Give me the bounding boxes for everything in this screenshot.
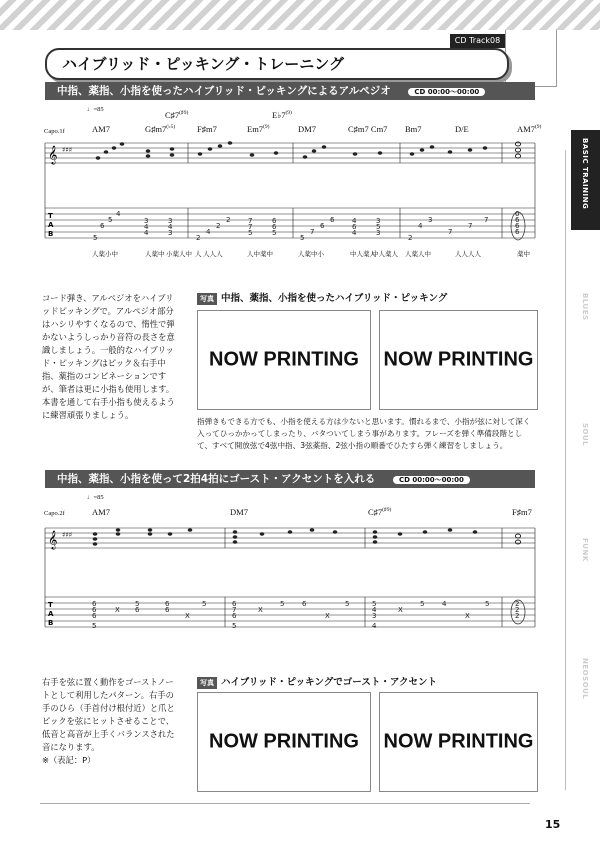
svg-text:X: X <box>325 612 330 620</box>
fingering: 小薬人中 <box>166 251 192 258</box>
section2-cd-time: CD 00:00～00:00 <box>393 476 470 484</box>
fingering: 中人薬人 <box>350 251 376 258</box>
section1-tempo: ♩=85 <box>87 106 104 113</box>
svg-text:4: 4 <box>352 229 357 237</box>
svg-text:4: 4 <box>442 600 447 608</box>
photo1-right: NOW PRINTING <box>379 310 538 410</box>
svg-text:5: 5 <box>420 600 425 608</box>
svg-text:X: X <box>398 606 403 614</box>
fingering: 人薬小中 <box>92 251 118 258</box>
chord-label: DM7 <box>230 507 248 517</box>
svg-text:B: B <box>48 230 54 238</box>
svg-text:7: 7 <box>248 223 253 231</box>
svg-text:T: T <box>48 212 53 220</box>
svg-text:6: 6 <box>272 223 277 231</box>
svg-text:𝄞: 𝄞 <box>48 145 58 164</box>
svg-text:X: X <box>465 612 470 620</box>
fingering: 人薬中小 <box>298 251 324 258</box>
chord-label: DM7 <box>298 124 316 134</box>
header-white-box <box>505 30 557 87</box>
chord-label: F♯m7 <box>512 507 532 517</box>
photo1-left: NOW PRINTING <box>197 310 371 410</box>
chord-label: $C♯7^{(♯9)}$ <box>368 507 392 517</box>
svg-text:B: B <box>48 619 54 627</box>
svg-text:6: 6 <box>100 222 105 230</box>
svg-text:T: T <box>48 601 53 609</box>
section1-notation <box>40 138 540 248</box>
sidebar-tab-neosoul: NEOSOUL <box>571 650 600 750</box>
svg-text:6: 6 <box>320 222 325 230</box>
cd-track-label: CD Track08 <box>450 34 505 48</box>
svg-text:5: 5 <box>135 600 140 608</box>
svg-text:4: 4 <box>372 622 377 630</box>
fingering: 薬中 <box>517 251 530 258</box>
svg-text:5: 5 <box>300 234 305 242</box>
page-title: ハイブリッド・ピッキング・トレーニング <box>62 55 345 73</box>
svg-text:5: 5 <box>92 622 97 630</box>
footer-line <box>40 803 530 804</box>
svg-text:6: 6 <box>302 600 307 608</box>
svg-text:4: 4 <box>352 217 357 225</box>
chord-label: F♯m7 <box>197 124 217 134</box>
svg-text:6: 6 <box>515 228 520 236</box>
svg-text:6: 6 <box>92 600 97 608</box>
svg-text:4: 4 <box>418 222 423 230</box>
svg-text:7: 7 <box>448 228 453 236</box>
svg-text:𝄞: 𝄞 <box>48 530 58 549</box>
section1-capo: Capo.1f <box>44 128 65 135</box>
svg-text:3: 3 <box>168 217 173 225</box>
svg-text:0: 0 <box>515 210 520 218</box>
svg-text:6: 6 <box>165 606 170 614</box>
svg-text:3: 3 <box>428 216 433 224</box>
svg-text:5: 5 <box>108 216 113 224</box>
header-stripes <box>0 0 600 30</box>
sidebar-tab-basic-training: BASIC TRAINING <box>571 130 600 230</box>
svg-text:5: 5 <box>485 600 490 608</box>
svg-text:6: 6 <box>92 612 97 620</box>
section2-description: 右手を弦に置く動作をゴーストノートとして利用したパターン。右手の手のひら（手首付け根付近）と爪とピックを弦にヒットさせることで、低音と高音が上手くバランスされた音になります。 ※（表記：P） <box>42 677 175 765</box>
svg-text:♯♯♯: ♯♯♯ <box>62 531 73 539</box>
svg-text:7: 7 <box>484 216 489 224</box>
section2-notation <box>40 520 540 660</box>
sidebar-tab-soul: SOUL <box>571 415 600 515</box>
svg-text:5: 5 <box>248 229 253 237</box>
svg-text:7: 7 <box>232 606 237 614</box>
chord-label: D/E <box>455 124 469 134</box>
svg-text:6: 6 <box>135 606 140 614</box>
svg-text:X: X <box>115 606 120 614</box>
svg-text:2: 2 <box>515 612 520 620</box>
chord-label: AM7$^{(9)}$ <box>517 124 542 134</box>
fingering: 人 人人人 <box>195 251 223 258</box>
svg-text:6: 6 <box>515 216 520 224</box>
svg-text:6: 6 <box>330 216 335 224</box>
svg-text:A: A <box>48 610 54 618</box>
section2-heading: 中指、薬指、小指を使って2拍4拍にゴースト・アクセントを入れる CD 00:00～00:00 <box>45 470 535 488</box>
photo1-label: 写真 中指、薬指、小指を使ったハイブリッド・ピッキング <box>197 290 447 305</box>
chord-label: $C♯7^{(♯9)}$ <box>165 110 189 120</box>
svg-text:5: 5 <box>202 600 207 608</box>
svg-text:3: 3 <box>376 229 381 237</box>
svg-text:2: 2 <box>408 234 413 242</box>
svg-text:4: 4 <box>144 229 149 237</box>
svg-text:A: A <box>48 221 54 229</box>
fingering: 人人人人 <box>455 251 481 258</box>
svg-text:4: 4 <box>372 606 377 614</box>
svg-text:6: 6 <box>352 223 357 231</box>
svg-text:6: 6 <box>92 606 97 614</box>
svg-text:4: 4 <box>116 210 121 218</box>
chord-label: C♯m7 Cm7 <box>348 124 388 134</box>
svg-text:6: 6 <box>232 600 237 608</box>
svg-text:6: 6 <box>272 217 277 225</box>
svg-text:7: 7 <box>468 222 473 230</box>
sidebar-tab-funk: FUNK <box>571 530 600 630</box>
section2-tempo: ♩=85 <box>87 494 104 501</box>
svg-text:6: 6 <box>165 600 170 608</box>
sidebar-divider <box>565 150 566 790</box>
svg-text:2: 2 <box>196 234 201 242</box>
photo2-left: NOW PRINTING <box>197 692 371 792</box>
svg-text:5: 5 <box>345 600 350 608</box>
svg-text:4: 4 <box>168 223 173 231</box>
chord-label: AM7 <box>92 124 110 134</box>
svg-text:X: X <box>258 606 263 614</box>
svg-text:6: 6 <box>515 222 520 230</box>
photo2-right: NOW PRINTING <box>379 692 538 792</box>
svg-text:5: 5 <box>93 234 98 242</box>
fingering: 人薬中 <box>145 251 165 258</box>
fingering: 人薬人中 <box>405 251 431 258</box>
svg-text:2: 2 <box>226 216 231 224</box>
photo2-label: 写真 ハイブリッド・ピッキングでゴースト・アクセント <box>197 674 437 689</box>
svg-text:5: 5 <box>376 223 381 231</box>
section1-description: コード弾き、アルペジオをハイブリッドピッキングで。アルペジオ部分はハシリやすくなるので、惰性で弾かないようしっかり音符の長さを意識しましょう。一般的なハイブリッド・ピッキングはピック＆右手中指、薬指のコンビネーションですが、筆者は更に小指も使用します。本書を通して右手小指も使えるように練習頑張りましょう。 <box>42 293 175 420</box>
svg-text:3: 3 <box>168 229 173 237</box>
svg-text:4: 4 <box>144 223 149 231</box>
svg-text:5: 5 <box>272 229 277 237</box>
fingering: 中人薬人 <box>372 251 398 258</box>
chord-label: $G♯m7^{(♭5)}$ <box>145 124 176 134</box>
section1-heading: 中指、薬指、小指を使ったハイブリッド・ピッキングによるアルペジオ CD 00:00～00:00 <box>45 82 535 100</box>
svg-text:♯♯♯: ♯♯♯ <box>62 146 73 154</box>
svg-text:6: 6 <box>232 612 237 620</box>
svg-text:3: 3 <box>376 217 381 225</box>
svg-text:2: 2 <box>515 606 520 614</box>
photo1-caption: 指弾きもできる方でも、小指を使える方は少ないと思います。慣れるまで、小指が弦に対して深く入ってひっかかってしまったり、バタついてしまう事があります。フレーズを弾く準備段階として、すべて開放弦で4弦中指、3弦薬指、2弦小指の順番でひたすら弾く練習をしましょう。 <box>197 417 531 450</box>
page-number: 15 <box>545 818 561 831</box>
sidebar-tab-blues: BLUES <box>571 285 600 385</box>
chord-label: Em7$^{(9)}$ <box>247 124 270 134</box>
section2-capo: Capo.2f <box>44 510 65 517</box>
svg-text:5: 5 <box>280 600 285 608</box>
svg-text:3: 3 <box>144 217 149 225</box>
svg-text:5: 5 <box>232 622 237 630</box>
section1-cd-time: CD 00:00～00:00 <box>408 88 485 96</box>
svg-text:7: 7 <box>310 228 315 236</box>
svg-text:X: X <box>185 612 190 620</box>
chord-label: E♭7$^{(9)}$ <box>272 110 292 120</box>
svg-text:7: 7 <box>248 217 253 225</box>
svg-text:3: 3 <box>372 612 377 620</box>
svg-text:4: 4 <box>206 228 211 236</box>
chord-label: Bm7 <box>405 124 422 134</box>
svg-text:2: 2 <box>216 222 221 230</box>
svg-text:5: 5 <box>372 600 377 608</box>
svg-text:2: 2 <box>515 600 520 608</box>
fingering: 人中薬中 <box>247 251 273 258</box>
chord-label: AM7 <box>92 507 110 517</box>
